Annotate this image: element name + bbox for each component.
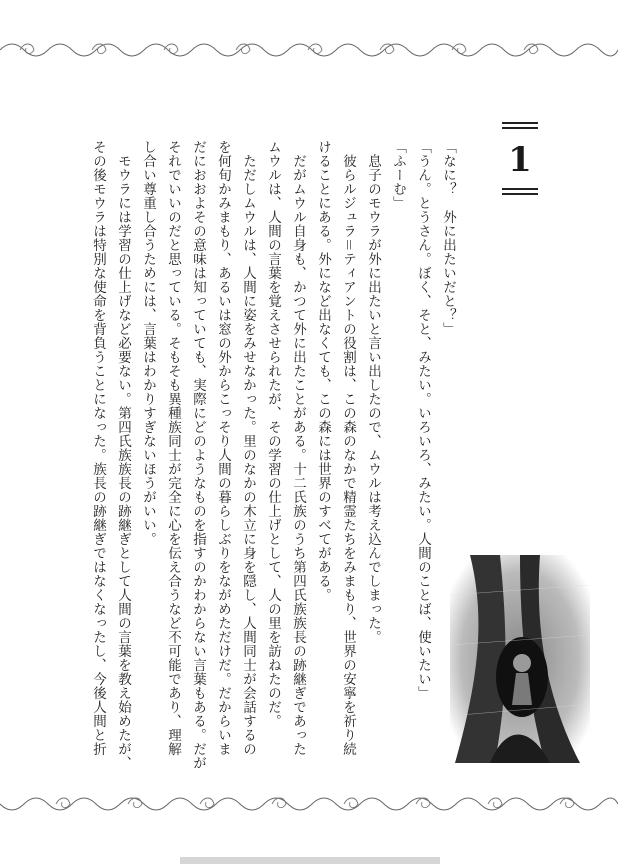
text-line: だがムウル自身も、かつて外に出たことがある。十二氏族のうち第四氏族族長の跡継ぎであった xyxy=(290,140,306,756)
text-line: けることにある。外になど出なくても、この森には世界のすべてがある。 xyxy=(315,140,331,602)
chapter-heading xyxy=(500,122,540,198)
text-line: ムウルは、人間の言葉を覚えさせられたが、その学習の仕上げとして、人の里を訪ねたのだ。 xyxy=(265,140,281,728)
text-line: だにおおよその意味は知っていても、実際にどのようなものを指すのかわからない言葉もある。だが xyxy=(190,140,206,770)
text-line: を何旬かみまもり、あるいは窓の外からこっそり人間の暮らしぶりをながめただけだ。だからいま xyxy=(215,140,231,756)
footer-decoration xyxy=(180,855,440,864)
text-line: モウラには学習の仕上げなど必要ない。第四氏族族長の跡継ぎとして人間の言葉を教え始めたが、 xyxy=(115,140,131,770)
text-line: し合い尊重し合うためには、言葉はわかりすぎないほうがいい。 xyxy=(140,140,156,546)
text-line: 「うん。とうさん。ぼく、そと、みたい。いろいろ、みたい。人間のことば、使いたい」 xyxy=(415,140,431,700)
top-ornament-border xyxy=(0,36,618,64)
text-line: 「ふーむ」 xyxy=(390,140,406,210)
text-line: それでいいのだと思っている。そもそも異種族同士が完全に心を伝え合うなど不可能であり、理解 xyxy=(165,140,181,756)
bottom-ornament-border xyxy=(0,790,618,818)
chapter-number: 1 xyxy=(508,140,532,180)
forest-illustration xyxy=(450,555,590,763)
text-line: 彼らルジュラ＝ティアントの役割は、この森のなかで精霊たちをみまもり、世界の安寧を祈り続 xyxy=(340,140,356,756)
text-line: その後モウラは特別な使命を背負うことになった。族長の跡継ぎではなくなったし、今後人間と折 xyxy=(90,140,106,756)
body-text xyxy=(85,140,460,780)
text-line: 息子のモウラが外に出たいと言い出したので、ムウルは考え込んでしまった。 xyxy=(365,140,381,644)
text-line: 「なに？ 外に出たいだと？」 xyxy=(440,140,456,336)
text-line: ただしムウルは、人間に姿をみせなかった。里のなかの木立に身を隠し、人間同士が会話するの xyxy=(240,140,256,756)
